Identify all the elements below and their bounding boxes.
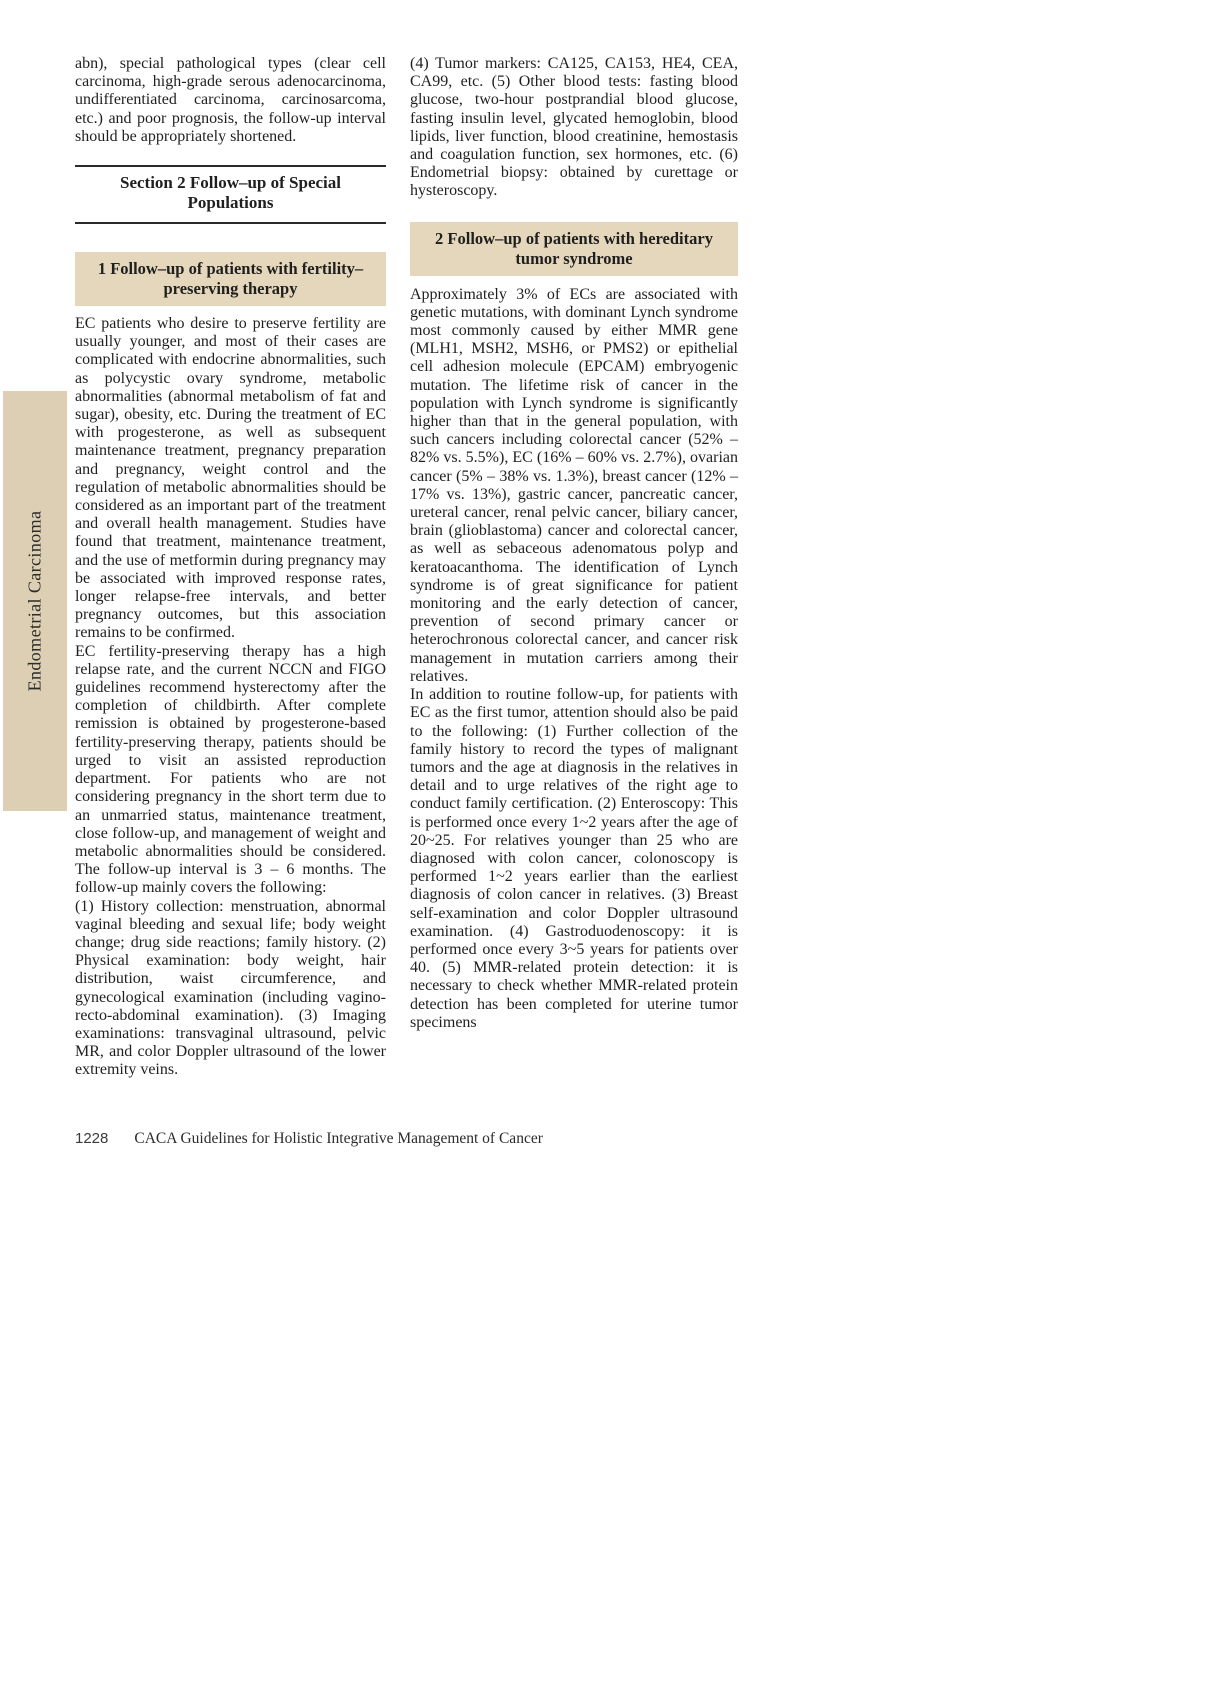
topic-box-fertility-preserving: 1 Follow–up of patients with fertility–preserving therapy xyxy=(75,252,386,306)
body-paragraph: (1) History collection: menstruation, abnormal vaginal bleeding and sexual life; body weight change; drug side reactions; family history. (2) Physical examination: body weight, hair distribution, waist circumference, and gynecological examination (including vagino-recto-abdominal examination). (3) Imaging examinations: transvaginal ultrasound, pelvic MR, and color Doppler ultrasound of the lower extremity veins. xyxy=(75,897,386,1079)
body-paragraph: (4) Tumor markers: CA125, CA153, HE4, CEA, CA99, etc. (5) Other blood tests: fasting blood glucose, two-hour postprandial blood glucose, fasting insulin level, glycated hemoglobin, blood lipids, liver function, blood creatinine, hemostasis and coagulation function, sex hormones, etc. (6) Endometrial biopsy: obtained by curettage or hysteroscopy. xyxy=(410,55,738,200)
right-column xyxy=(410,55,738,1032)
left-column xyxy=(75,55,386,1080)
body-paragraph: In addition to routine follow-up, for patients with EC as the first tumor, attention should also be paid to the following: (1) Further collection of the family history to record the types of malignant tumors and the age at diagnosis in the relatives in detail and to urge relatives of the right age to conduct family certification. (2) Enteroscopy: This is performed once every 1~2 years after the age of 20~25. For relatives younger than 25 who are diagnosed with colon cancer, colonoscopy is performed 1~2 years earlier than the earliest diagnosis of colon cancer in relatives. (3) Breast self-examination and color Doppler ultrasound examination. (4) Gastroduodenoscopy: it is performed once every 3~5 years for patients over 40. (5) MMR-related protein detection: it is necessary to check whether MMR-related protein detection has been completed for uterine tumor specimens xyxy=(410,686,738,1031)
body-paragraph: Approximately 3% of ECs are associated with genetic mutations, with dominant Lynch syndrome most commonly caused by either MMR gene (MLH1, MSH2, MSH6, or PMS2) or epithelial cell adhesion molecule (EPCAM) embryogenic mutation. The lifetime risk of cancer in the population with Lynch syndrome is significantly higher than that in the general population, with such cancers including colorectal cancer (52% – 82% vs. 5.5%), EC (16% – 60% vs. 2.7%), ovarian cancer (5% – 38% vs. 1.3%), breast cancer (12% – 17% vs. 13%), gastric cancer, pancreatic cancer, ureteral cancer, renal pelvic cancer, biliary cancer, brain (glioblastoma) cancer and colorectal cancer, as well as sebaceous adenomatous polyp and keratoacanthoma. The identification of Lynch syndrome is of great significance for patient monitoring and the early detection of cancer, prevention of second primary cancer or heterochronous colorectal cancer, and cancer risk management in mutation carriers among their relatives. xyxy=(410,285,738,685)
intro-paragraph: abn), special pathological types (clear cell carcinoma, high-grade serous adenocarcinoma, undifferentiated carcinoma, carcinosarcoma, etc.) and poor prognosis, the follow-up interval should be appropriately shortened. xyxy=(75,55,386,145)
topic-box-hereditary-tumor-syndrome: 2 Follow–up of patients with hereditary tumor syndrome xyxy=(410,222,738,276)
chapter-tab xyxy=(3,391,67,811)
page-number: 1228 xyxy=(75,1130,109,1147)
body-paragraph: EC fertility-preserving therapy has a high relapse rate, and the current NCCN and FIGO guidelines recommend hysterectomy after the completion of childbirth. After complete remission is obtained by progesterone-based fertility-preserving therapy, patients should be urged to visit an assisted reproduction department. For patients who are not considering pregnancy in the short term due to an unmarried status, maintenance treatment, close follow-up, and management of weight and metabolic abnormalities should be considered. The follow-up interval is 3 – 6 months. The follow-up mainly covers the following: xyxy=(75,642,386,897)
page-footer xyxy=(75,1130,543,1148)
chapter-tab-label: Endometrial Carcinoma xyxy=(24,510,45,692)
section-heading: Section 2 Follow–up of Special Populations xyxy=(75,165,386,224)
book-title: CACA Guidelines for Holistic Integrative Management of Cancer xyxy=(134,1130,543,1147)
body-paragraph: EC patients who desire to preserve fertility are usually younger, and most of their cases are complicated with endocrine abnormalities, such as polycystic ovary syndrome, metabolic abnormalities (abnormal metabolism of fat and sugar), obesity, etc. During the treatment of EC with progesterone, as well as subsequent maintenance treatment, pregnancy preparation and pregnancy, weight control and the regulation of metabolic abnormalities should be considered as an important part of the treatment and overall health management. Studies have found that treatment, maintenance treatment, and the use of metformin during pregnancy may be associated with improved response rates, longer relapse-free intervals, and better pregnancy outcomes, but this association remains to be confirmed. xyxy=(75,315,386,642)
